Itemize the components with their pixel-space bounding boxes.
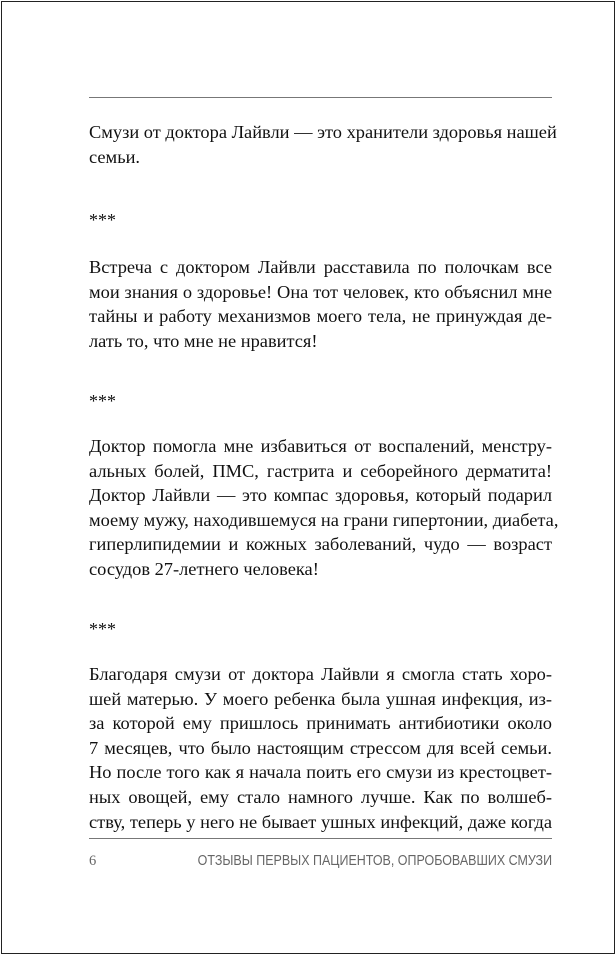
section-separator: *** [89,391,116,411]
text-line: Доктор Лайвли — это компас здоровья, который подарил [89,485,552,506]
text-line: семьи. [89,146,141,167]
text-line: альных болей, ПМС, гастрита и себорейного дерматита! [89,460,552,481]
text-line: за которой ему пришлось принимать антибиотики около [89,713,552,734]
section-separator: *** [89,619,116,639]
text-line: Но после того как я начала поить его смузи из крестоцвет- [89,762,552,783]
text-line: 7 месяцев, что было настоящим стрессом для всей семьи. [89,737,552,758]
text-line: Смузи от доктора Лайвли — это хранители здоровья нашей [89,122,557,142]
text-line: сосудов 27-летнего человека! [89,558,319,579]
text-line: мои знания о здоровье! Она тот человек, кто объяснил мне [89,281,552,302]
page-number: 6 [89,853,97,869]
paragraph-3 [89,434,559,582]
text-line: гиперлипидемии и кожных заболеваний, чудо — возраст [89,534,552,555]
footer-rule [89,838,552,839]
text-line: моему мужу, находившемуся на грани гипертонии, диабета, [89,509,559,530]
paragraph-1 [89,120,557,169]
text-line: лать то, что мне не нравится! [89,330,318,351]
section-separator: *** [89,210,116,230]
running-title: ОТЗЫВЫ ПЕРВЫХ ПАЦИЕНТОВ, ОПРОБОВАВШИХ СМУЗИ [197,853,552,869]
text-line: ству, теперь у него не бывает ушных инфекций, даже когда [89,811,552,832]
paragraph-2 [89,255,552,353]
text-line: шей матерью. У моего ребенка была ушная инфекция, из- [89,688,552,709]
header-rule [89,97,552,98]
text-line: Встреча с доктором Лайвли расставила по полочкам все [89,257,552,277]
text-line: тайны и работу механизмов моего тела, не принуждая де- [89,306,552,327]
book-page [1,1,615,954]
text-line: Доктор помогла мне избавиться от воспалений, менстру- [89,436,552,456]
text-line: ных овощей, ему стало намного лучше. Как по волшеб- [89,786,552,807]
text-line: Благодаря смузи от доктора Лайвли я смогла стать хоро- [89,664,552,684]
paragraph-4 [89,662,552,834]
